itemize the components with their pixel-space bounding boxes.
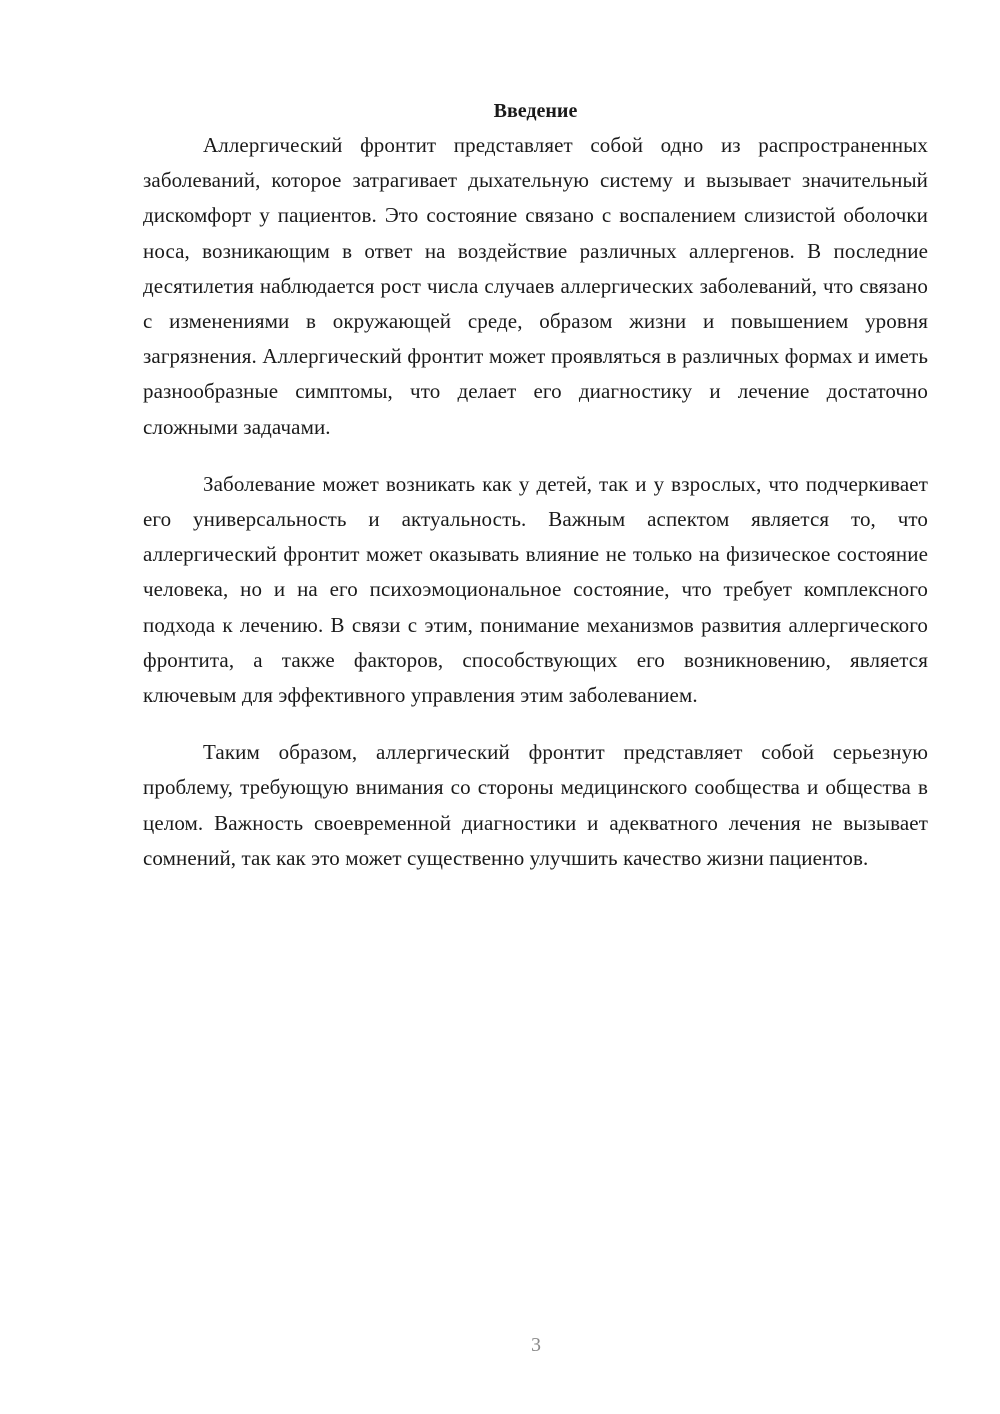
- paragraph-2: Заболевание может возникать как у детей, так и у взрослых, что подчеркивает его универсальность и актуальность. Важным аспектом является то, что аллергический фронтит может оказывать влияние не только на физическое состояние человека, но и на его психоэмоциональное состояние, что требует комплексного подхода к лечению. В связи с этим, понимание механизмов развития аллергического фронтита, а также факторов, способствующих его возникновению, является ключевым для эффективного управления этим заболеванием.: [143, 471, 928, 708]
- section-heading: Введение: [493, 100, 578, 122]
- page-content: [143, 96, 928, 898]
- page-number: 3: [531, 1334, 541, 1356]
- paragraph-3: Таким образом, аллергический фронтит представляет собой серьезную проблему, требующую внимания со стороны медицинского сообщества и общества в целом. Важность своевременной диагностики и адекватного лечения не вызывает сомнений, так как это может существенно улучшить качество жизни пациентов.: [143, 740, 928, 870]
- paragraph-1: Аллергический фронтит представляет собой одно из распространенных заболеваний, которое затрагивает дыхательную систему и вызывает значительный дискомфорт у пациентов. Это состояние связано с воспалением слизистой оболочки носа, возникающим в ответ на воздействие различных аллергенов. В последние десятилетия наблюдается рост числа случаев аллергических заболеваний, что связано с изменениями в окружающей среде, образом жизни и повышением уровня загрязнения. Аллергический фронтит может проявляться в различных формах и иметь разнообразные симптомы, что делает его диагностику и лечение достаточно сложными задачами.: [143, 133, 928, 439]
